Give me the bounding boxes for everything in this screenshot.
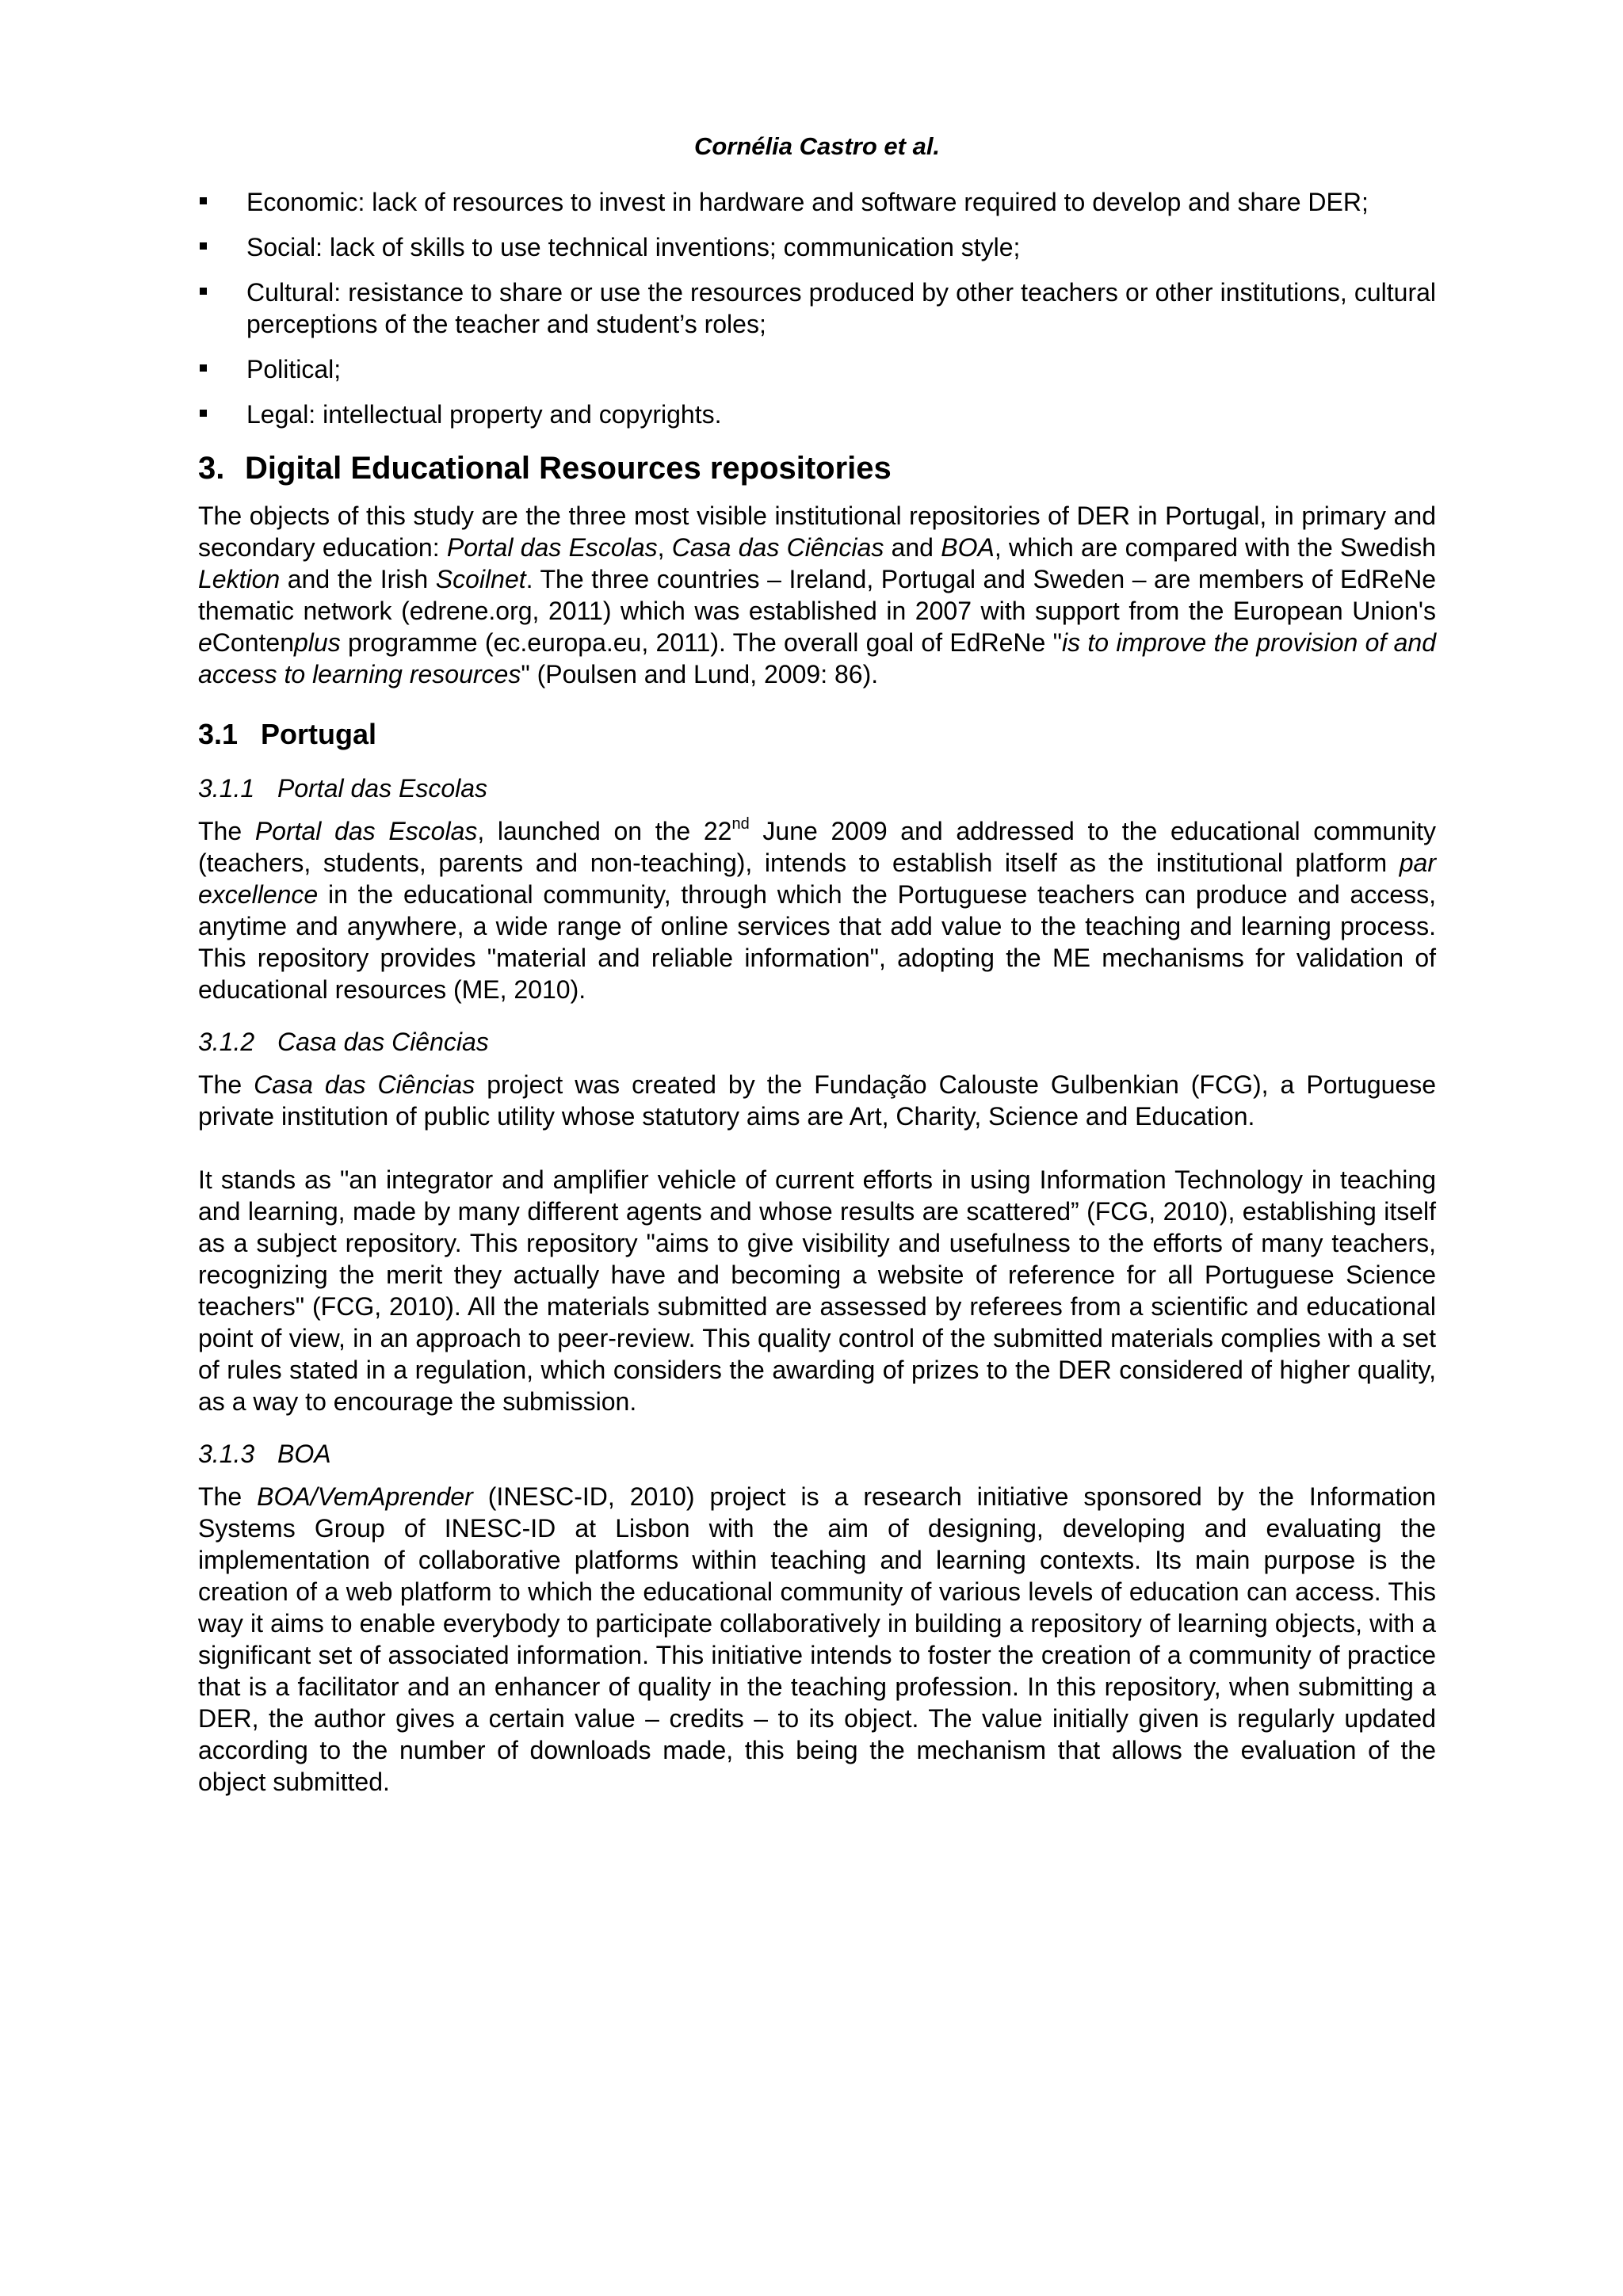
subsubsection-number: 3.1.2 <box>198 1028 255 1056</box>
text-run: June 2009 and addressed to the educational community (teachers, students, parents and non-teaching), intends to establish itself as the institutional platform <box>198 817 1437 877</box>
text-run: programme (ec.europa.eu, 2011). The overall goal of EdReNe " <box>340 628 1062 657</box>
italic-term: Casa das Ciências <box>671 533 884 562</box>
text-run: The <box>198 1482 258 1511</box>
subsubsection-number: 3.1.1 <box>198 774 255 803</box>
section-3-paragraph <box>198 500 1436 690</box>
list-item: Legal: intellectual property and copyrights. <box>198 399 1436 430</box>
text-run: and <box>884 533 941 562</box>
italic-term: Portal das Escolas <box>254 817 478 845</box>
subsubsection-heading <box>198 1026 1436 1058</box>
list-item: Cultural: resistance to share or use the resources produced by other teachers or other institutions, cultural perceptions of the teacher and student’s roles; <box>198 277 1436 340</box>
subsubsection-title: BOA <box>277 1440 331 1468</box>
list-item: Economic: lack of resources to invest in hardware and software required to develop and share DER; <box>198 186 1436 218</box>
text-run: and the Irish <box>280 565 436 593</box>
subsubsection-number: 3.1.3 <box>198 1440 255 1468</box>
italic-term: par excellence <box>198 849 1436 909</box>
text-run: Conten <box>212 628 294 657</box>
italic-term: Casa das Ciências <box>254 1070 475 1099</box>
italic-quote: is to improve the provision of and access to learning resources <box>198 628 1437 688</box>
list-item: Political; <box>198 353 1436 385</box>
running-head: Cornélia Castro et al. <box>693 132 941 160</box>
text-run: . The three countries – Ireland, Portugal and Sweden – are members of EdReNe thematic network (edrene.org, 2011) which was established in 2007 with support from the European Union's <box>198 565 1437 625</box>
list-item: Social: lack of skills to use technical inventions; communication style; <box>198 231 1436 263</box>
barrier-list <box>198 186 1436 430</box>
section-title: Digital Educational Resources repositories <box>245 451 892 486</box>
text-run: , <box>657 533 672 562</box>
text-run: , launched on the 22 <box>477 817 732 845</box>
italic-term: BOA/VemAprender <box>257 1482 473 1511</box>
subsubsection-title: Casa das Ciências <box>277 1028 489 1056</box>
casa-das-ciencias-paragraph-2: It stands as "an integrator and amplifier vehicle of current efforts in using Information Technology in teaching and learning, made by many different agents and whose results are scattered” (FCG, 2010), establishing itself as a subject repository. This repository "aims to give visibility and usefulness to the efforts of many teachers, recognizing the merit they actually have and becoming a website of reference for all Portuguese Science teachers" (FCG, 2010). All the materials submitted are assessed by referees from a scientific and educational point of view, in an approach to peer-review. This quality control of the submitted materials complies with a set of rules stated in a regulation, which considers the awarding of prizes to the DER considered of higher quality, as a way to encourage the submission. <box>198 1165 1436 1416</box>
text-run: The <box>198 817 255 845</box>
text-run: " (Poulsen and Lund, 2009: 86). <box>521 660 879 688</box>
text-run: The <box>198 1070 254 1099</box>
portal-das-escolas-paragraph <box>198 815 1436 1005</box>
italic-term: e <box>198 628 212 657</box>
text-run: (INESC-ID, 2010) project is a research initiative sponsored by the Information Systems Group of INESC-ID at Lisbon with the aim of designing, developing and evaluating the implementation of collaborative platforms within teaching and learning contexts. Its main purpose is the creation of a web platform to which the educational community of various levels of education can access. This way it aims to enable everybody to participate collaboratively in building a repository of learning objects, with a significant set of associated information. This initiative intends to foster the creation of a community of practice that is a facilitator and an enhancer of quality in the teaching profession. In this repository, when submitting a DER, the author gives a certain value – credits – to its object. The value initially given is regularly updated according to the number of downloads made, this being the mechanism that allows the evaluation of the object submitted. <box>198 1482 1436 1796</box>
ordinal-superscript: nd <box>731 815 750 833</box>
italic-term: Portal das Escolas <box>446 533 658 562</box>
subsection-number: 3.1 <box>198 718 239 750</box>
section-number: 3. <box>198 451 225 486</box>
text-run: , which are compared with the Swedish <box>994 533 1436 562</box>
subsection-title: Portugal <box>261 718 377 750</box>
italic-term: BOA <box>941 533 995 562</box>
text-run: project was created by the Fundação Calouste Gulbenkian (FCG), a Portuguese private institution of public utility whose statutory aims are Art, Charity, Science and Education. <box>198 1070 1437 1131</box>
italic-term: Scoilnet <box>435 565 526 593</box>
text-run: The objects of this study are the three most visible institutional repositories of DER in Portugal, in primary and secondary education: <box>198 502 1436 562</box>
section-heading <box>198 449 1436 487</box>
text-run: in the educational community, through which the Portuguese teachers can produce and access, anytime and anywhere, a wide range of online services that add value to the teaching and learning process. This repository provides "material and reliable information", adopting the ME mechanisms for validation of educational resources (ME, 2010). <box>198 880 1436 1004</box>
italic-term: Lektion <box>198 565 281 593</box>
casa-das-ciencias-paragraph <box>198 1069 1436 1132</box>
subsubsection-heading <box>198 772 1436 804</box>
subsubsection-title: Portal das Escolas <box>277 774 488 803</box>
boa-paragraph <box>198 1481 1436 1798</box>
subsection-heading <box>198 717 1436 752</box>
italic-term: plus <box>293 628 341 657</box>
subsubsection-heading <box>198 1438 1436 1470</box>
